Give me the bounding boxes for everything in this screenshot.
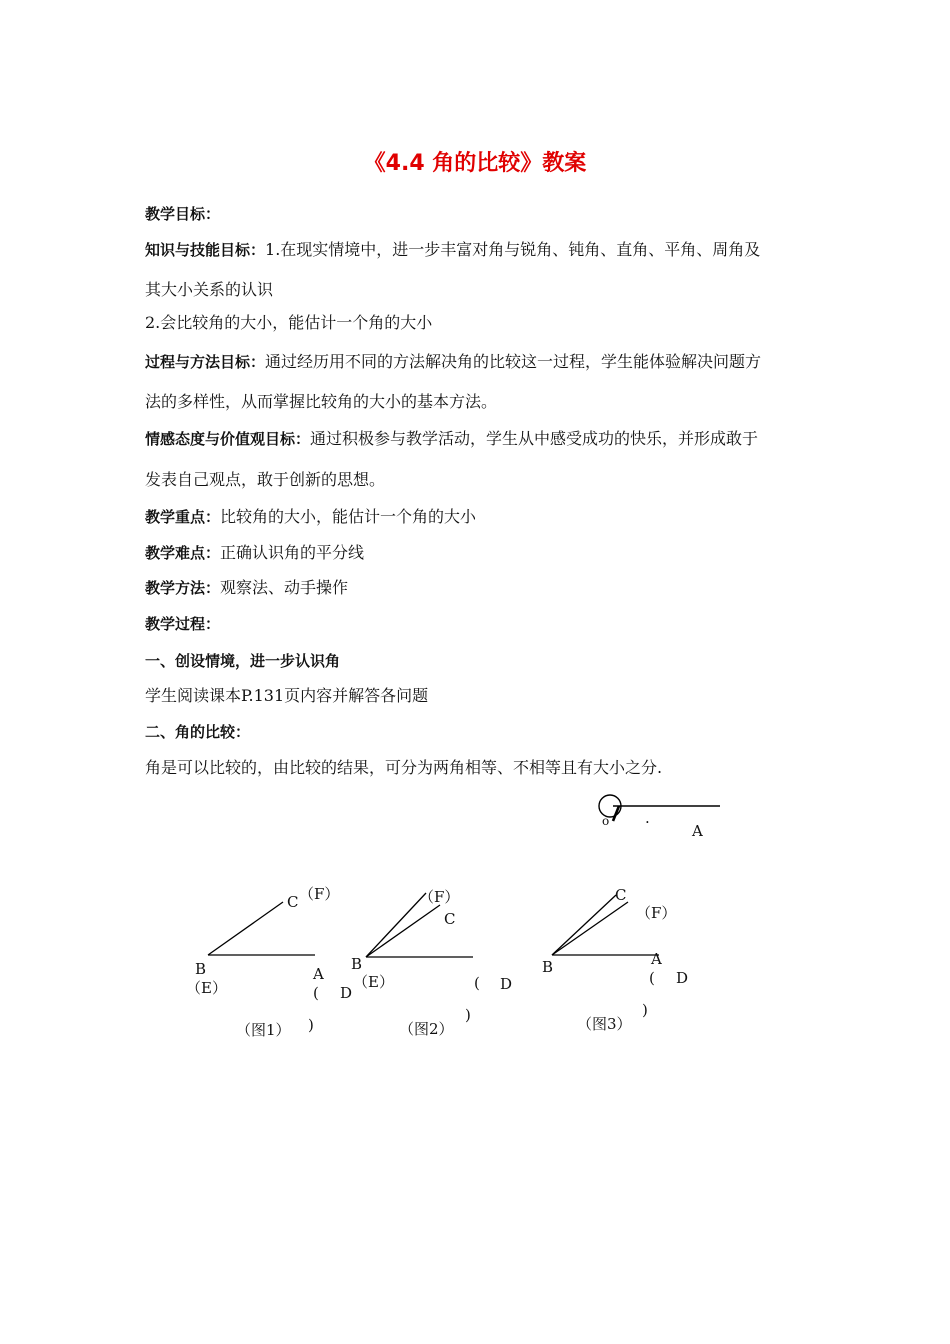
fig2-label-d: D (500, 975, 513, 993)
fig3-label-d: D (676, 969, 689, 987)
knowledge-text-2: 其大小关系的认识 (145, 280, 274, 299)
top-ray-figure (599, 795, 720, 821)
fig2-close-paren: ) (465, 1006, 471, 1024)
fig3-ray-bc2 (552, 902, 628, 955)
emotion-label: 情感态度与价值观目标： (145, 430, 311, 448)
fig2-label-f: （F） (419, 888, 460, 906)
process-label: 过程与方法目标： (145, 353, 266, 371)
fig3-close-paren: ) (642, 1001, 648, 1019)
fig1-label-b: B (195, 960, 207, 978)
fig3-ray-bc1 (552, 895, 616, 955)
fig2-ray-bc (366, 905, 440, 957)
section2-text: 角是可以比较的，由比较的结果，可分为两角相等、不相等且有大小之分. (145, 758, 663, 777)
fig1-label-a: A (313, 965, 324, 983)
emotion-text-1: 通过积极参与教学活动，学生从中感受成功的快乐，并形成敢于 (310, 429, 759, 448)
section1-text: 学生阅读课本P.131页内容并解答各问题 (145, 686, 429, 705)
fig2-label-b: B (351, 955, 363, 973)
difficulty-label: 教学难点： (145, 544, 221, 562)
method-label: 教学方法： (145, 579, 221, 597)
fig2-label-c: C (444, 910, 456, 928)
page-title: 《4.4 角的比较》教案 (363, 151, 587, 176)
emotion-text-2: 发表自己观点，敢于创新的思想。 (145, 470, 386, 489)
process-text-2: 法的多样性，从而掌握比较角的大小的基本方法。 (145, 392, 498, 411)
section2-heading: 二、角的比较： (145, 723, 251, 741)
difficulty-text: 正确认识角的平分线 (220, 543, 365, 562)
procedure-heading: 教学过程： (145, 615, 221, 633)
fig3-caption: （图3） (577, 1015, 632, 1033)
fig1-open-paren: ( (313, 984, 319, 1002)
fig3-label-f: （F） (636, 904, 677, 922)
figure-1-lines (208, 902, 315, 955)
fig1-label-c: C (287, 893, 299, 911)
fig2-label-e: （E） (353, 973, 394, 991)
knowledge-text-1: 1.在现实情境中，进一步丰富对角与锐角、钝角、直角、平角、周角及 (265, 240, 761, 259)
top-point-a-label: A (692, 822, 703, 840)
knowledge-text-3: 2.会比较角的大小，能估计一个角的大小 (145, 313, 433, 332)
key-point-text: 比较角的大小，能估计一个角的大小 (220, 507, 477, 526)
fig1-close-paren: ) (308, 1016, 314, 1034)
fig3-open-paren: ( (649, 969, 655, 987)
top-dot: . (645, 809, 650, 827)
fig2-open-paren: ( (474, 974, 480, 992)
knowledge-label: 知识与技能目标： (145, 241, 266, 259)
fig1-label-f: （F） (299, 885, 340, 903)
fig2-caption: （图2） (399, 1020, 454, 1038)
fig2-ray-bf (366, 893, 426, 957)
objectives-heading: 教学目标： (145, 205, 221, 223)
key-point-label: 教学重点： (145, 508, 221, 526)
top-vertex-label: o (602, 814, 610, 828)
fig3-label-a: A (651, 950, 662, 968)
fig3-label-c: C (615, 886, 627, 904)
fig1-caption: （图1） (236, 1021, 291, 1039)
fig1-ray-bc (208, 902, 283, 955)
fig3-label-b: B (542, 958, 554, 976)
fig1-label-d: D (340, 984, 353, 1002)
fig1-label-e: （E） (186, 979, 227, 997)
method-text: 观察法、动手操作 (220, 578, 349, 597)
section1-heading: 一、创设情境，进一步认识角 (145, 652, 341, 670)
process-text-1: 通过经历用不同的方法解决角的比较这一过程，学生能体验解决问题方 (265, 352, 762, 371)
